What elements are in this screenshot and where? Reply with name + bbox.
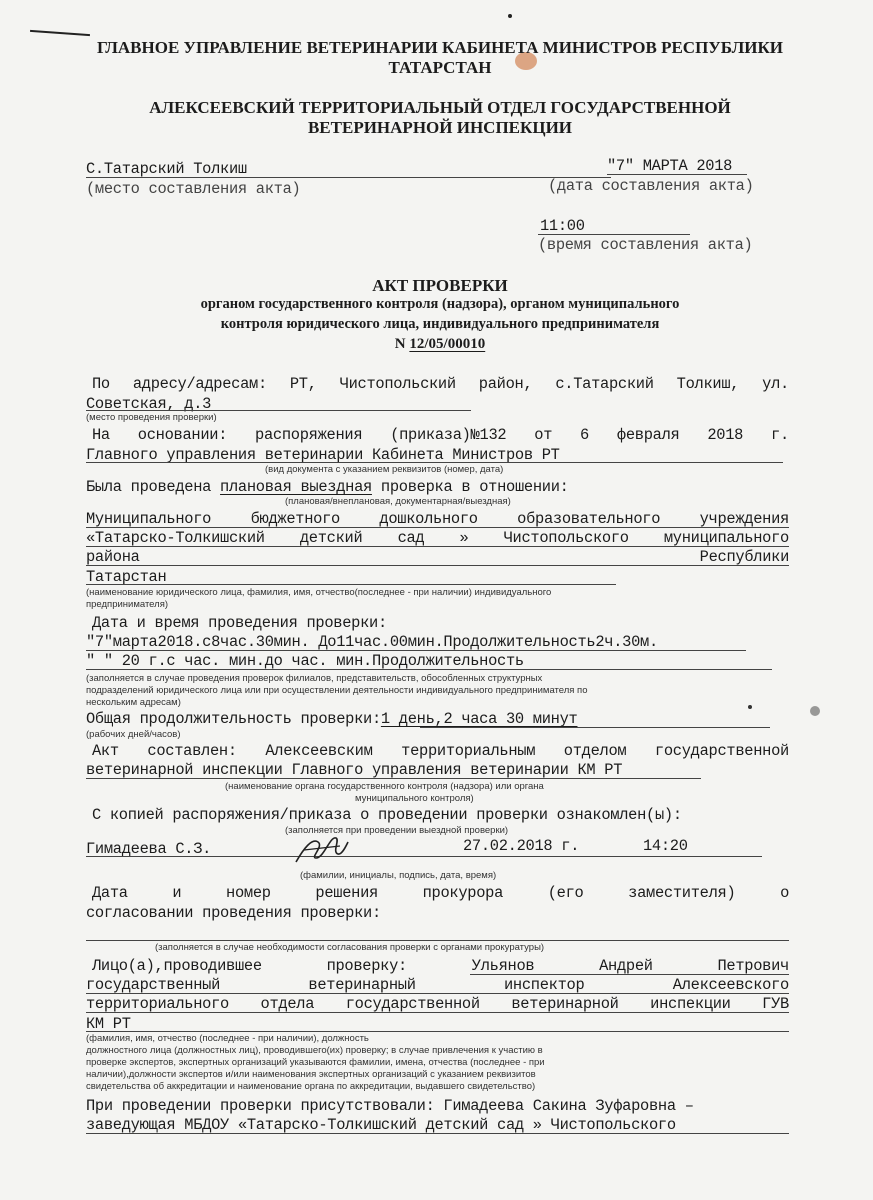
date-value: "7" МАРТА 2018 (607, 157, 733, 175)
act-title: АКТ ПРОВЕРКИ (372, 276, 508, 295)
duration-caption: (рабочих дней/часов) (86, 729, 181, 740)
word: государственной (345, 995, 480, 1013)
prosecutor-line2: согласовании проведения проверки: (86, 904, 381, 922)
compiled-by-line2: ветеринарной инспекции Главного управления ветеринарии КМ РТ (86, 761, 623, 779)
word: Чистопольский (339, 375, 456, 393)
word: сад (397, 529, 425, 547)
acquainted-caption: (заполняется при проведении выездной проверки) (285, 825, 509, 836)
word: территориальным (401, 742, 536, 760)
basis-caption: (вид документа с указанием реквизитов (номер, дата) (265, 464, 504, 475)
word: Лицо(а),проводившее (92, 957, 262, 975)
inspection-type-prefix: Была проведена (86, 478, 212, 496)
basis-line2: Главного управления ветеринарии Кабинета Министров РТ (86, 446, 560, 464)
word: Петрович (717, 957, 789, 975)
word: адресу/адресам: (132, 375, 267, 393)
time-value: 11:00 (540, 217, 585, 235)
word: заместителя) (628, 884, 736, 902)
inspector-line1 (92, 957, 789, 975)
inspection-type-caption: (плановая/внеплановая, документарная/выездная) (285, 496, 511, 507)
inspector-line2 (86, 976, 789, 994)
acquainted-label: С копией распоряжения/приказа о проведении проверки ознакомлен(ы): (92, 806, 682, 824)
duration-value: 1 день,2 часа 30 минут (380, 710, 578, 728)
inspector-caption1: (фамилия, имя, отчество (последнее - при наличии), должность (86, 1033, 369, 1044)
word: дошкольного (379, 510, 478, 528)
word: муниципального (663, 529, 789, 547)
word: Ульянов (471, 957, 535, 975)
agency-name-line1: ГЛАВНОЕ УПРАВЛЕНИЕ ВЕТЕРИНАРИИ КАБИНЕТА МИНИСТРОВ РЕСПУБЛИКИ (96, 38, 784, 57)
word: район, (478, 375, 533, 393)
word: 2018 (707, 426, 744, 444)
word: и (172, 884, 182, 902)
subject-line2 (86, 529, 789, 547)
address-line2: Советская, д.3 (86, 395, 212, 413)
word: бюджетного (250, 510, 340, 528)
word: На (92, 426, 110, 444)
scan-speck (810, 706, 820, 716)
scan-speck-2 (748, 705, 752, 709)
acquainted-name: Гимадеева С.З. (86, 840, 212, 858)
word: «Татарско-Толкишский (86, 529, 265, 547)
word: государственный (86, 976, 221, 994)
word: образовательного (517, 510, 661, 528)
address-caption: (место проведения проверки) (86, 412, 217, 423)
word: проверку: (326, 957, 407, 975)
duration-line (86, 710, 577, 728)
word: составлен: (147, 742, 237, 760)
compiled-by-caption1: (наименование органа государственного контроля (надзора) или органа (225, 781, 544, 792)
duration-label: Общая продолжительность проверки: (86, 710, 381, 728)
word: детский (299, 529, 363, 547)
scan-mark-top (30, 30, 90, 36)
word: инспекции (650, 995, 731, 1013)
department-name-line2: ВЕТЕРИНАРНОЙ ИНСПЕКЦИИ (307, 118, 573, 137)
datetime-caption3: нескольким адресам) (86, 697, 181, 708)
word: территориального (86, 995, 229, 1013)
word: отделом (563, 742, 627, 760)
word: инспектор (504, 976, 585, 994)
inspection-type-suffix: проверка в отношении: (380, 478, 569, 496)
inspector-line4: КМ РТ (86, 1015, 131, 1033)
word: о (780, 884, 789, 902)
acquainted-date: 27.02.2018 г. (463, 837, 580, 855)
scan-dot (508, 14, 512, 18)
act-number-value: 12/05/00010 (409, 336, 486, 352)
word: с.Татарский (555, 375, 654, 393)
place-caption: (место составления акта) (86, 180, 301, 198)
word: ГУВ (762, 995, 789, 1013)
agency-name-line2: ТАТАРСТАН (388, 58, 492, 77)
datetime-row1: "7"марта2018.с8час.30мин. До11час.00мин.Продолжительность2ч.30м. (86, 633, 658, 651)
word: РТ, (289, 375, 317, 393)
word: ветеринарный (308, 976, 416, 994)
present-line1: При проведении проверки присутствовали: Гимадеева Сакина Зуфаровна – (86, 1097, 694, 1115)
word: распоряжения (255, 426, 363, 444)
word: государственной (654, 742, 789, 760)
act-number-prefix: N (394, 336, 406, 352)
word: г. (771, 426, 789, 444)
word: решения (315, 884, 378, 902)
word: (его (547, 884, 584, 902)
subject-line3-left: района (86, 548, 140, 566)
inspector-caption2: должностного лица (должностных лиц), проводившего(их) проверку; в случае привлечения к участию в (86, 1045, 543, 1056)
word: учреждения (699, 510, 789, 528)
subject-caption1: (наименование юридического лица, фамилия, имя, отчество(последнее - при наличии) индивидуального (86, 587, 552, 598)
word: Муниципального (86, 510, 212, 528)
word: ветеринарной (511, 995, 619, 1013)
word: Андрей (599, 957, 653, 975)
word: 6 (580, 426, 589, 444)
inspector-caption3: проверке экспертов, экспертных организаций указываются фамилии, имена, отчества (последнее - при (86, 1057, 545, 1068)
prosecutor-line1 (92, 884, 789, 902)
word: февраля (616, 426, 680, 444)
act-number (40, 336, 840, 353)
word: Дата (92, 884, 128, 902)
subject-line3-right: Республики (699, 548, 789, 566)
present-line2: заведующая МБДОУ «Татарско-Толкишский детский сад » Чистопольского (86, 1116, 676, 1134)
act-subtitle-line1: органом государственного контроля (надзора), органом муниципального (200, 296, 680, 312)
word: Чистопольского (503, 529, 629, 547)
word: основании: (137, 426, 228, 444)
compiled-by-caption2: муниципального контроля) (355, 793, 474, 804)
signature-icon (290, 828, 350, 872)
subject-caption2: предпринимателя) (86, 599, 169, 610)
datetime-row2: " " 20 г.с час. мин.до час. мин.Продолжительность (86, 652, 524, 670)
word: По (92, 375, 110, 393)
word: ул. (762, 375, 789, 393)
inspector-caption4: наличии),должности экспертов и/или наименования экспертных организаций с указанием реквизитов (86, 1069, 536, 1080)
place-value: С.Татарский Толкиш (86, 160, 247, 178)
word: отдела (260, 995, 315, 1013)
inspector-line3 (86, 995, 789, 1013)
subject-line3 (86, 548, 789, 566)
inspection-type-value: плановая выездная (220, 478, 372, 496)
word: Алексеевским (265, 742, 373, 760)
word: Алексеевского (672, 976, 789, 994)
subject-line1 (86, 510, 789, 528)
word: прокурора (422, 884, 504, 902)
act-subtitle-line2: контроля юридического лица, индивидуального предпринимателя (220, 316, 660, 332)
date-caption: (дата составления акта) (548, 177, 754, 195)
acquainted-time: 14:20 (643, 837, 688, 855)
word: » (459, 529, 469, 547)
datetime-label: Дата и время проведения проверки: (92, 614, 387, 632)
subject-line4: Татарстан (86, 568, 167, 586)
acquainted-caption2: (фамилии, инициалы, подпись, дата, время) (300, 870, 497, 881)
word: Акт (92, 742, 119, 760)
word: от (534, 426, 553, 444)
word: (приказа)№132 (390, 426, 507, 444)
department-name-line1: АЛЕКСЕЕВСКИЙ ТЕРРИТОРИАЛЬНЫЙ ОТДЕЛ ГОСУДАРСТВЕННОЙ (149, 98, 731, 117)
prosecutor-caption: (заполняется в случае необходимости согласования проверки с органами прокуратуры) (155, 942, 545, 953)
address-line1 (92, 375, 789, 393)
inspector-caption5: свидетельства об аккредитации и наименование органа по аккредитации, выдавшего свидетельство) (86, 1081, 536, 1092)
datetime-caption2: подразделений юридического лица или при осуществлении деятельности индивидуального предпринимателя по (86, 685, 588, 696)
word: Толкиш, (676, 375, 740, 393)
basis-line1 (92, 426, 789, 444)
inspection-type-line (86, 478, 569, 496)
compiled-by-line1 (92, 742, 789, 760)
word: номер (226, 884, 271, 902)
time-caption: (время составления акта) (538, 236, 753, 254)
datetime-caption1: (заполняется в случае проведения проверок филиалов, представительств, обособленных структурных (86, 673, 543, 684)
